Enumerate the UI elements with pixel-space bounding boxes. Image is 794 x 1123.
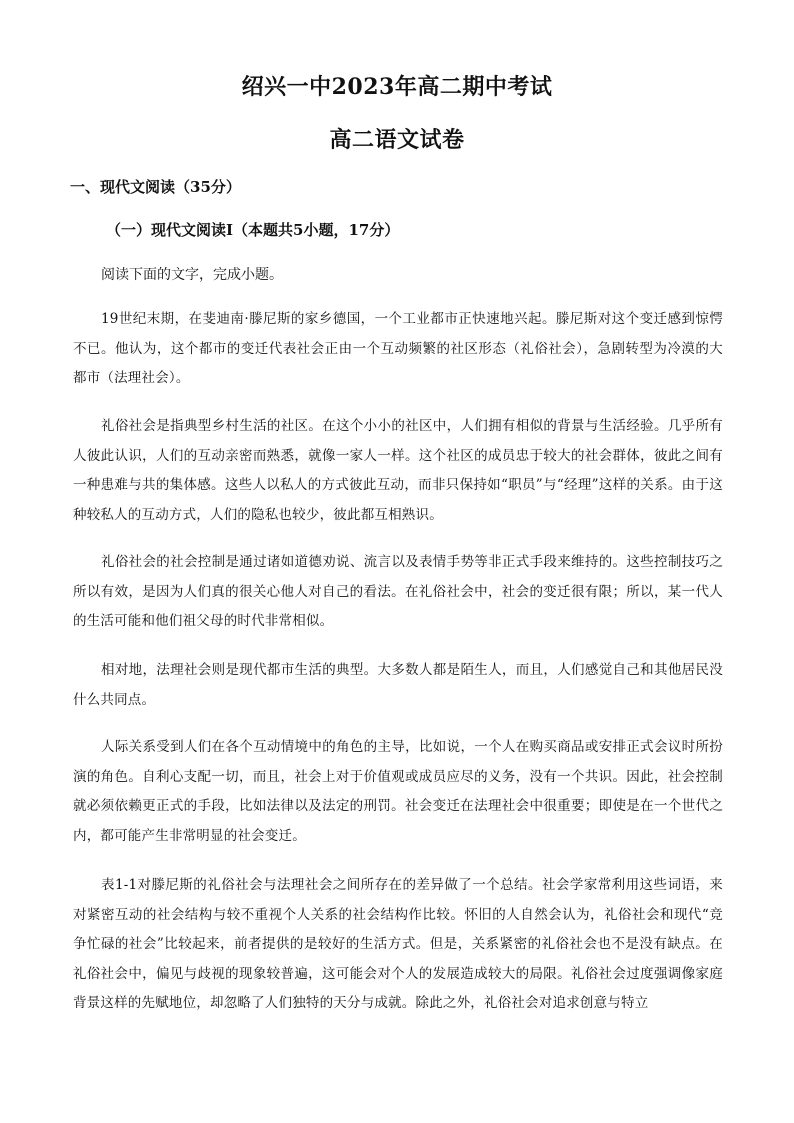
- passage-paragraph-5: 人际关系受到人们在各个互动情境中的角色的主导，比如说，一个人在购买商品或安排正式会议时所扮演的角色。自利心支配一切，而且，社会上对于价值观或成员应尽的义务，没有一个共识。因此，社会控制就必须依赖更正式的手段，比如法律以及法定的刑罚。社会变迁在法理社会中很重要；即使是在一个世代之内，都可能产生非常明显的社会变迁。: [73, 739, 723, 844]
- passage-paragraph-4: 相对地，法理社会则是现代都市生活的典型。大多数人都是陌生人，而且，人们感觉自己和其他居民没什么共同点。: [73, 662, 723, 708]
- subsection-heading: （一）现代文阅读Ⅰ（本题共5小题，17分）: [106, 221, 400, 239]
- passage-paragraph-1: 19世纪末期，在斐迪南·滕尼斯的家乡德国，一个工业都市正快速地兴起。滕尼斯对这个变迁感到惊愕不已。他认为，这个都市的变迁代表社会正由一个互动频繁的社区形态（礼俗社会），急剧转型为冷漠的大都市（法理社会）。: [73, 311, 723, 386]
- exam-subtitle: 高二语文试卷: [329, 127, 465, 153]
- passage-paragraph-3: 礼俗社会的社会控制是通过诸如道德劝说、流言以及表情手势等非正式手段来维持的。这些控制技巧之所以有效，是因为人们真的很关心他人对自己的看法。在礼俗社会中，社会的变迁很有限；所以，某一代人的生活可能和他们祖父母的时代非常相似。: [73, 554, 723, 629]
- exam-title: 绍兴一中2023年高二期中考试: [241, 74, 553, 100]
- passage-paragraph-2: 礼俗社会是指典型乡村生活的社区。在这个小小的社区中，人们拥有相似的背景与生活经验。几乎所有人彼此认识，人们的互动亲密而熟悉，就像一家人一样。这个社区的成员忠于较大的社会群体，彼此之间有一种患难与共的集体感。这些人以私人的方式彼此互动，而非只保持如“职员”与“经理”这样的关系。由于这种较私人的互动方式，人们的隐私也较少，彼此都互相熟识。: [73, 418, 723, 523]
- section-heading: 一、现代文阅读（35分）: [70, 178, 241, 196]
- passage-paragraph-6: 表1-1对滕尼斯的礼俗社会与法理社会之间所存在的差异做了一个总结。社会学家常利用这些词语，来对紧密互动的社会结构与较不重视个人关系的社会结构作比较。怀旧的人自然会认为，礼俗社会和现代“竞争忙碌的社会”比较起来，前者提供的是较好的生活方式。但是，关系紧密的礼俗社会也不是没有缺点。在礼俗社会中，偏见与歧视的现象较普遍，这可能会对个人的发展造成较大的局限。礼俗社会过度强调像家庭背景这样的先赋地位，却忽略了人们独特的天分与成就。除此之外，礼俗社会对追求创意与特立: [73, 877, 723, 1011]
- reading-instruction: 阅读下面的文字，完成小题。: [101, 267, 283, 283]
